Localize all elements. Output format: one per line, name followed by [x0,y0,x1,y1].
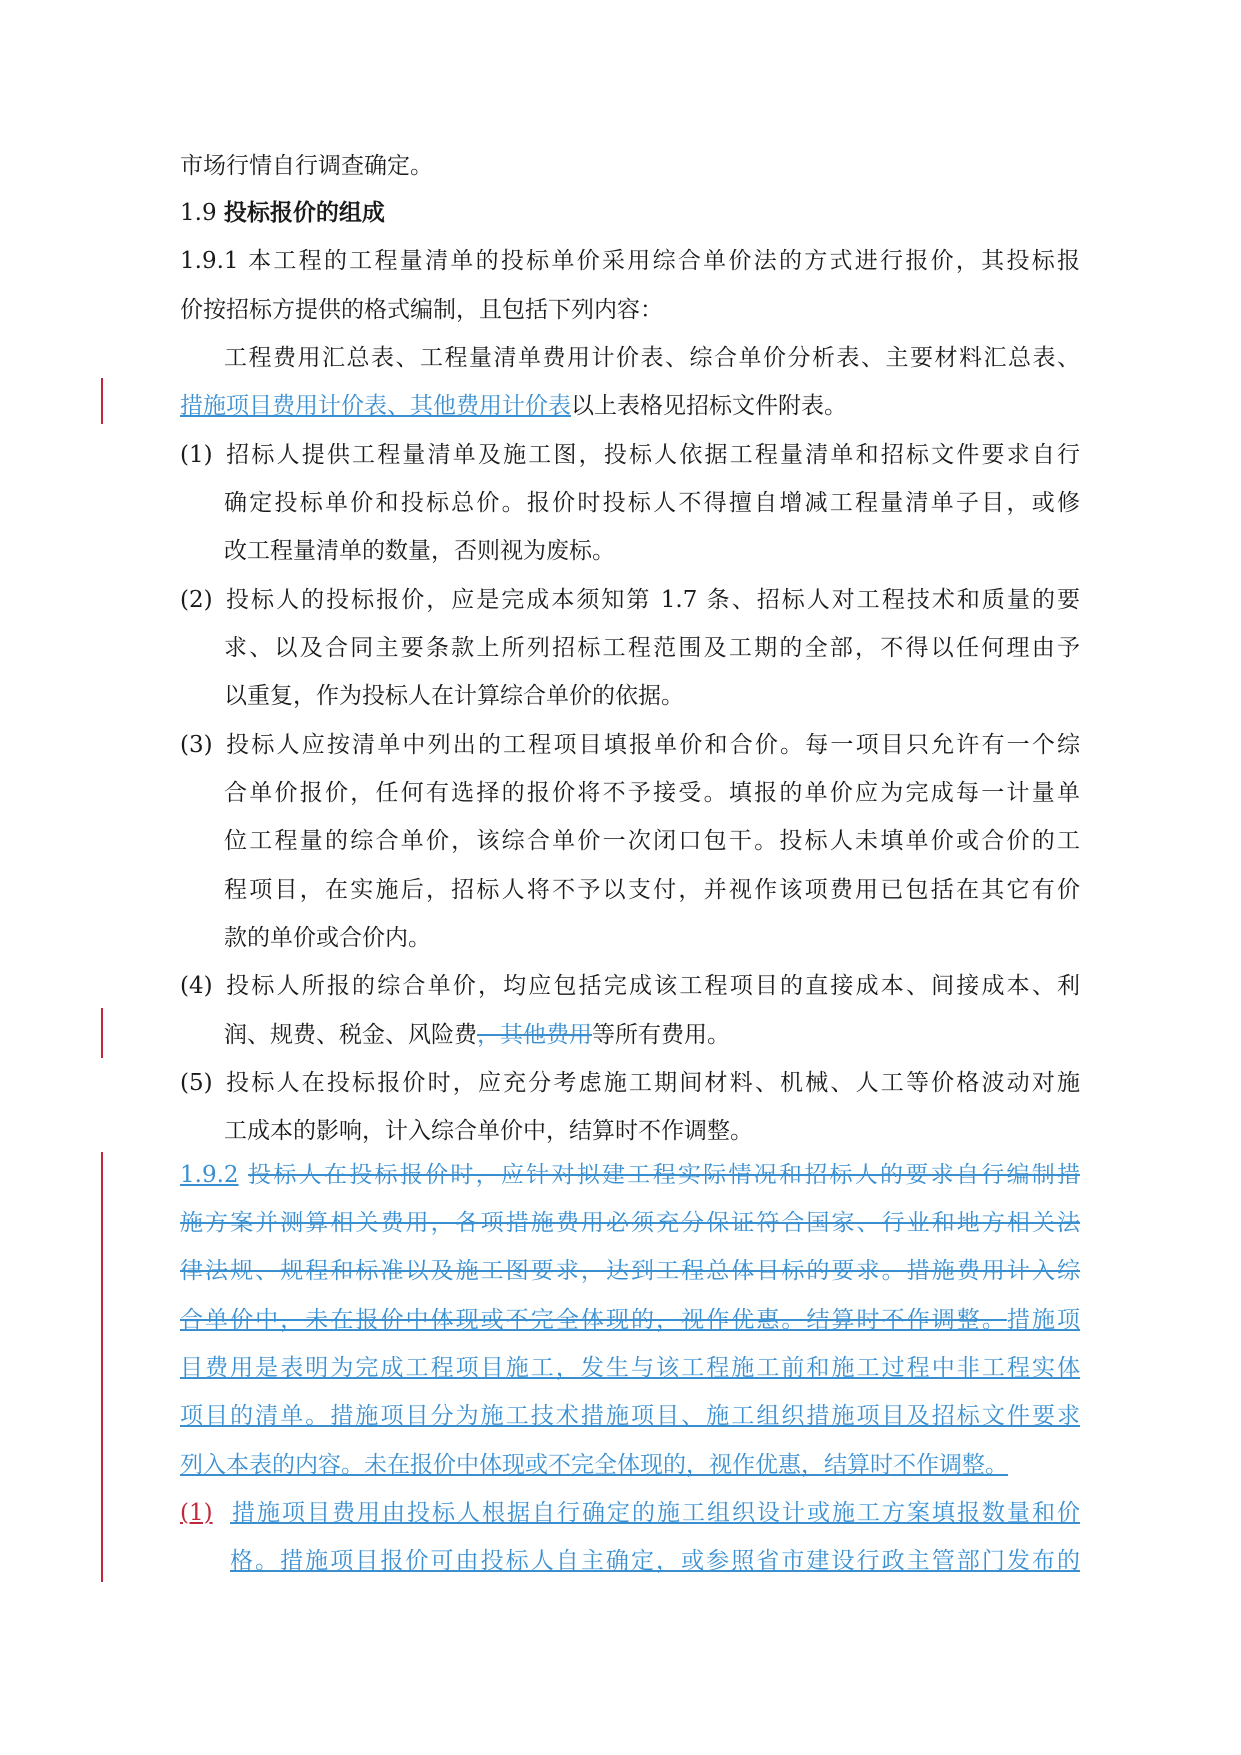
paragraph-line: 市场行情自行调查确定。 [180,153,433,179]
revised-clause-line [180,1300,1080,1340]
clause-number: 1.9.1 [180,248,239,274]
list-item-line [180,1493,1080,1533]
revised-clause-line [180,1348,1080,1388]
revised-clause-line [180,1396,1080,1436]
list-item-line: 求、以及合同主要条款上所列招标工程范围及工期的全部，不得以任何理由予 [224,635,1080,661]
deleted-text: ，其他费用 [477,1022,592,1048]
list-item-line: (4) 投标人所报的综合单价，均应包括完成该工程项目的直接成本、间接成本、利 [180,966,1080,1006]
revised-clause-line [180,1445,1080,1485]
list-item-line: (5) 投标人在投标报价时，应充分考虑施工期间材料、机械、人工等价格波动对施 [180,1063,1080,1103]
clause-line: 价按招标方提供的格式编制，且包括下列内容： [180,297,663,323]
inserted-text: 措施项目费用计价表、其他费用计价表 [180,393,571,419]
item-number: (4) [180,973,213,999]
item-number: (3) [180,732,213,758]
item-number: (5) [180,1070,213,1096]
item-number: (1) [180,442,213,468]
list-item-line [230,1541,1080,1581]
item-number: (2) [180,587,213,613]
list-item-line: 以重复，作为投标人在计算综合单价的依据。 [224,683,684,709]
item-number: (1) [180,1500,213,1526]
change-bar [101,378,103,424]
clause-line: 1.9.1 本工程的工程量清单的投标单价采用综合单价法的方式进行报价，其投标报 [180,248,1081,274]
list-item-line: 合单价报价，任何有选择的报价将不予接受。填报的单价应为完成每一计量单 [224,780,1080,806]
inserted-text: 目费用是表明为完成工程项目施工，发生与该工程施工前和施工过程中非工程实体 [180,1355,1080,1381]
revised-clause-line [180,1251,1080,1291]
inserted-text: 措施项目费用由投标人根据自行确定的施工组织设计或施工方案填报数量和价 [230,1500,1080,1526]
change-bar [101,1152,103,1582]
revised-clause-line [180,1203,1080,1243]
section-heading [180,193,1080,233]
list-item-line: 程项目，在实施后，招标人将不予以支付，并视作该项费用已包括在其它有价 [224,877,1080,903]
list-item-line: (1) 招标人提供工程量清单及施工图，投标人依据工程量清单和招标文件要求自行 [180,435,1080,475]
deleted-text: 合单价中，未在报价中体现或不完全体现的，视作优惠。结算时不作调整。 [180,1307,1007,1333]
clause-number: 1.9.2 [180,1162,239,1188]
revised-clause-line [180,1155,1080,1195]
inserted-text: 措施项 [1006,1307,1081,1333]
list-item-line: 款的单价或合价内。 [224,925,431,951]
list-item-line: 确定投标单价和投标总价。报价时投标人不得擅自增减工程量清单子目，或修 [224,490,1080,516]
paragraph-line: 措施项目费用计价表、其他费用计价表以上表格见招标文件附表。 [180,393,847,419]
inserted-text: 格。措施项目报价可由投标人自主确定，或参照省市建设行政主管部门发布的 [230,1548,1080,1574]
list-item-line: 改工程量清单的数量，否则视为废标。 [224,538,615,564]
inserted-text: 列入本表的内容。未在报价中体现或不完全体现的，视作优惠，结算时不作调整。 [180,1452,1008,1478]
section-number: 1.9 [180,200,217,226]
list-item-line: (3) 投标人应按清单中列出的工程项目填报单价和合价。每一项目只允许有一个综 [180,725,1080,765]
paragraph-line: 工程费用汇总表、工程量清单费用计价表、综合单价分析表、主要材料汇总表、 [224,345,1080,371]
deleted-text: 投标人在投标报价时，应针对拟建工程实际情况和招标人的要求自行编制措 [248,1162,1081,1188]
section-title: 投标报价的组成 [223,199,385,226]
list-item-line: 润、规费、税金、风险费，其他费用等所有费用。 [224,1022,730,1048]
change-bar [101,1008,103,1058]
deleted-text: 律法规、规程和标准以及施工图要求，达到工程总体目标的要求。措施费用计入综 [180,1258,1080,1284]
inserted-text: 项目的清单。措施项目分为施工技术措施项目、施工组织措施项目及招标文件要求 [180,1403,1080,1429]
list-item-line: (2) 投标人的投标报价，应是完成本须知第 1.7 条、招标人对工程技术和质量的要 [180,580,1080,620]
list-item-line: 工成本的影响，计入综合单价中，结算时不作调整。 [224,1118,753,1144]
deleted-text: 施方案并测算相关费用，各项措施费用必须充分保证符合国家、行业和地方相关法 [180,1210,1080,1236]
list-item-line: 位工程量的综合单价，该综合单价一次闭口包干。投标人未填单价或合价的工 [224,828,1080,854]
